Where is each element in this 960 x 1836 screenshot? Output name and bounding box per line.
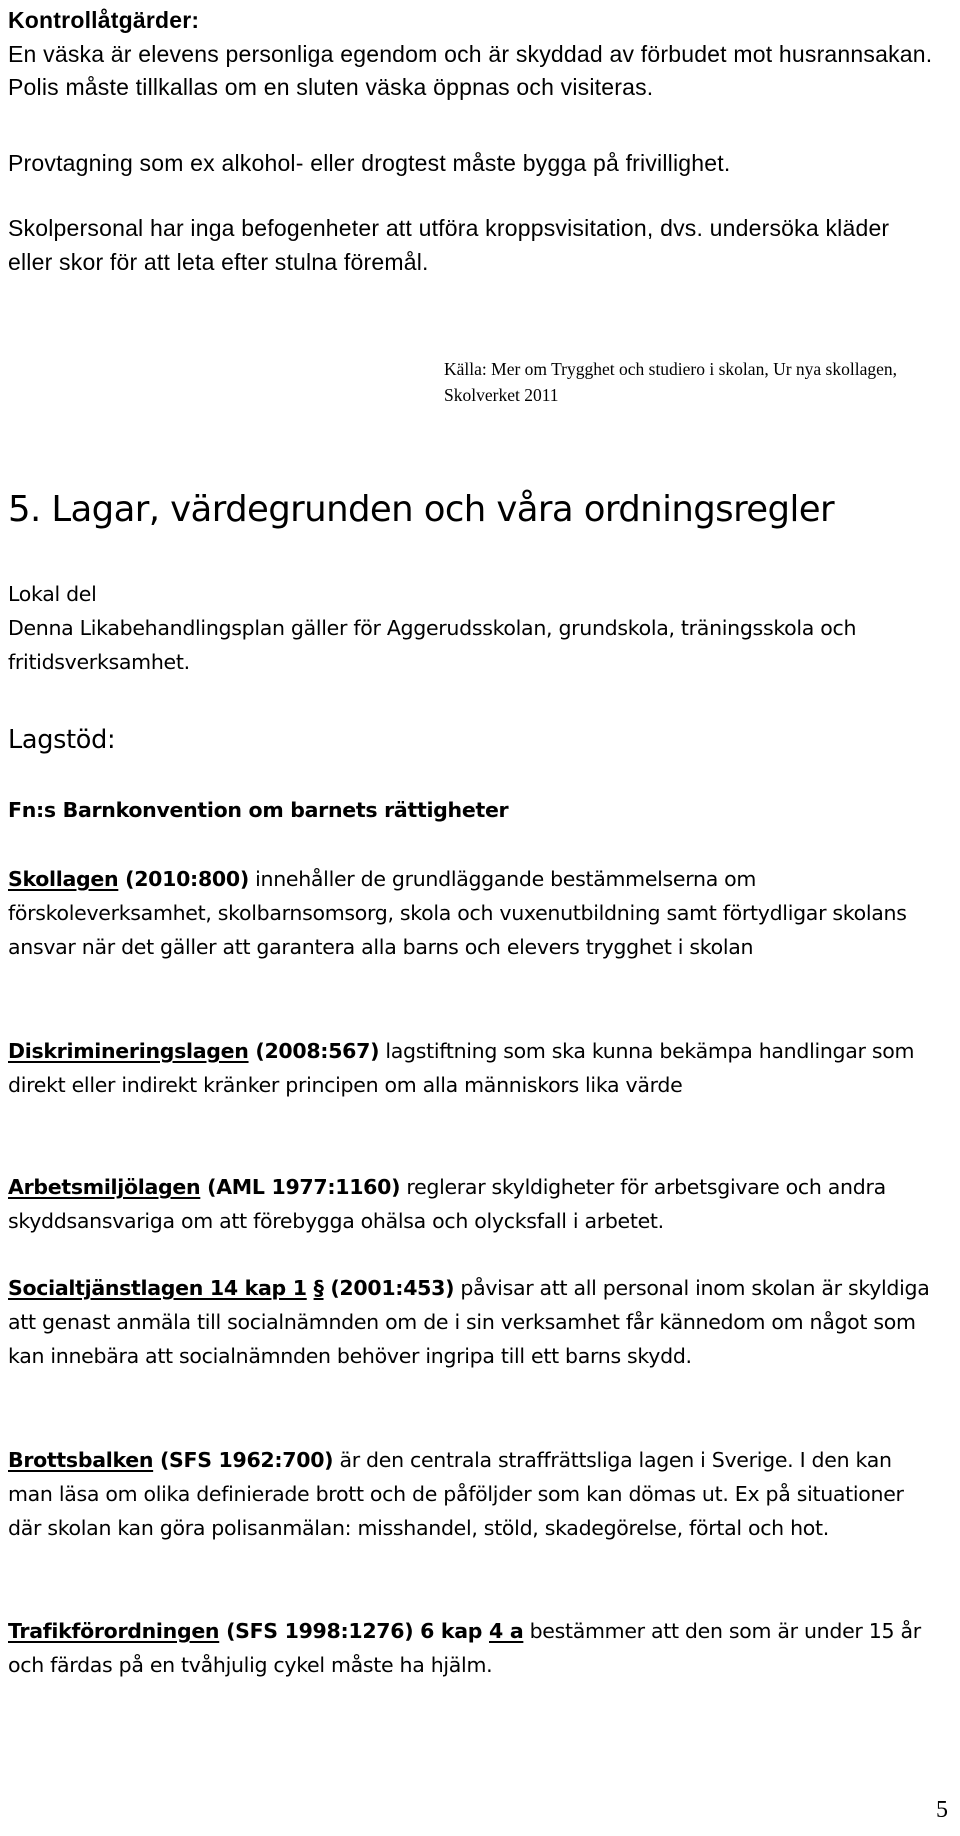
- source-line-1: Källa: Mer om Trygghet och studiero i skolan, Ur nya skollagen,: [444, 359, 897, 379]
- local-label: Lokal del: [8, 582, 97, 606]
- source-line-2: Skolverket 2011: [444, 385, 559, 405]
- law-arbetsmiljolagen: [8, 1170, 938, 1238]
- law-description: påvisar att all personal inom skolan är skyldiga att genast anmäla till socialnämnden om de i sin verksamhet får kännedom om något som kan innebära att socialnämnden behöver ingripa till ett barns skydd.: [8, 1276, 930, 1368]
- law-skollagen: [8, 862, 938, 964]
- law-description: lagstiftning som ska kunna bekämpa handlingar som direkt eller indirekt kränker principen om alla människors lika värde: [8, 1039, 915, 1097]
- law-brottsbalken: [8, 1443, 938, 1545]
- section-sign: §: [313, 1276, 324, 1300]
- control-paragraph-tests: Provtagning som ex alkohol- eller drogtest måste bygga på frivillighet.: [8, 150, 731, 176]
- control-section: [8, 4, 938, 105]
- law-socialtjanstlagen: [8, 1271, 938, 1373]
- lagstod-heading: Lagstöd:: [8, 725, 116, 755]
- control-paragraph-bag: En väska är elevens personliga egendom och är skyddad av förbudet mot husrannsakan. Polis måste tillkallas om en sluten väska öppnas och visiteras.: [8, 40, 933, 100]
- law-description: innehåller de grundläggande bestämmelserna om förskoleverksamhet, skolbarnsomsorg, skola och vuxenutbildning samt förtydligar skolans ansvar när det gäller att garantera alla barns och elevers trygghet i skolan: [8, 867, 907, 959]
- law-trafikforordningen: [8, 1614, 938, 1682]
- law-ref: (2010:800): [118, 867, 249, 891]
- law-name: Brottsbalken: [8, 1448, 154, 1472]
- law-name: Arbetsmiljölagen: [8, 1175, 201, 1199]
- control-heading: Kontrollåtgärder:: [8, 7, 200, 33]
- law-description: är den centrala straffrättsliga lagen i Sverige. I den kan man läsa om olika definierade brott och de påföljder som kan dömas ut. Ex på situationer där skolan kan göra polisanmälan: misshandel, stöld, skadegörelse, förtal och hot.: [8, 1448, 904, 1540]
- local-text: Denna Likabehandlingsplan gäller för Aggerudsskolan, grundskola, träningsskola och fritidsverksamhet.: [8, 616, 857, 674]
- law-ref: (AML 1977:1160): [200, 1175, 401, 1199]
- control-paragraph-search: Skolpersonal har inga befogenheter att utföra kroppsvisitation, dvs. undersöka kläder eller skor för att leta efter stulna föremål.: [8, 215, 890, 275]
- section-title: 5. Lagar, värdegrunden och våra ordningsregler: [8, 489, 834, 530]
- law-name: Trafikförordningen: [8, 1619, 220, 1643]
- law-ref: (2008:567): [248, 1039, 380, 1063]
- law-description: reglerar skyldigheter för arbetsgivare och andra skyddsansvariga om att förebygga ohälsa och olycksfall i arbetet.: [8, 1175, 886, 1233]
- law-ref: (SFS 1962:700): [153, 1448, 334, 1472]
- section-ref: 4 a: [489, 1619, 524, 1643]
- local-section: [8, 577, 938, 679]
- law-description: bestämmer att den som är under 15 år och färdas på en tvåhjulig cykel måste ha hjälm.: [8, 1619, 921, 1677]
- law-name: Socialtjänstlagen 14 kap 1: [8, 1276, 307, 1300]
- law-ref: (SFS 1998:1276) 6 kap: [219, 1619, 483, 1643]
- law-name: Skollagen: [8, 867, 119, 891]
- law-ref: (2001:453): [323, 1276, 455, 1300]
- source-citation: [444, 356, 954, 408]
- law-name: Diskrimineringslagen: [8, 1039, 249, 1063]
- law-diskrimineringslagen: [8, 1034, 938, 1102]
- page-number: 5: [936, 1797, 948, 1823]
- fn-heading: Fn:s Barnkonvention om barnets rättigheter: [8, 798, 509, 822]
